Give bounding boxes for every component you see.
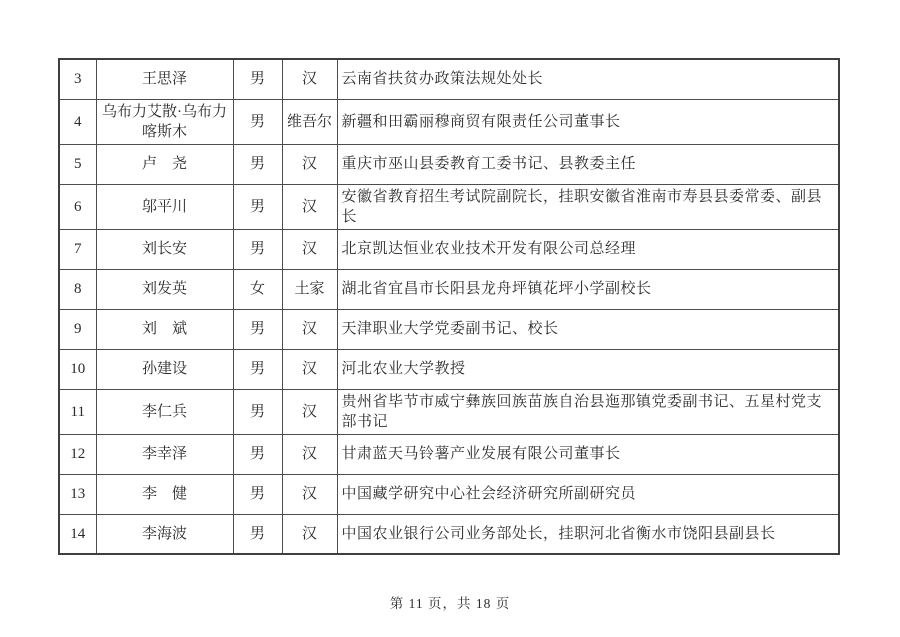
page-number-footer: 第 11 页，共 18 页 (389, 596, 511, 611)
table-row (59, 184, 839, 229)
cell-name: 邬平川 (96, 184, 233, 229)
cell-ethnicity: 汉 (282, 184, 337, 229)
cell-row-number: 4 (59, 99, 96, 144)
cell-name: 乌布力艾散·乌布力喀斯木 (96, 99, 233, 144)
cell-gender: 男 (233, 59, 282, 99)
cell-name: 李 健 (96, 474, 233, 514)
cell-gender: 男 (233, 99, 282, 144)
cell-row-number: 5 (59, 144, 96, 184)
cell-ethnicity: 维吾尔 (282, 99, 337, 144)
cell-gender: 女 (233, 269, 282, 309)
cell-row-number: 8 (59, 269, 96, 309)
cell-position: 湖北省宜昌市长阳县龙舟坪镇花坪小学副校长 (337, 269, 839, 309)
cell-ethnicity: 土家 (282, 269, 337, 309)
cell-position: 贵州省毕节市威宁彝族回族苗族自治县迤那镇党委副书记、五星村党支部书记 (337, 389, 839, 434)
table-row (59, 434, 839, 474)
cell-name: 刘 斌 (96, 309, 233, 349)
cell-gender: 男 (233, 514, 282, 554)
cell-position: 重庆市巫山县委教育工委书记、县教委主任 (337, 144, 839, 184)
cell-position: 中国农业银行公司业务部处长，挂职河北省衡水市饶阳县副县长 (337, 514, 839, 554)
cell-position: 北京凯达恒业农业技术开发有限公司总经理 (337, 229, 839, 269)
cell-gender: 男 (233, 144, 282, 184)
cell-ethnicity: 汉 (282, 514, 337, 554)
cell-gender: 男 (233, 349, 282, 389)
cell-position: 云南省扶贫办政策法规处处长 (337, 59, 839, 99)
cell-position: 河北农业大学教授 (337, 349, 839, 389)
table-row (59, 229, 839, 269)
table-row (59, 59, 839, 99)
cell-row-number: 11 (59, 389, 96, 434)
cell-name: 刘长安 (96, 229, 233, 269)
cell-name: 王思泽 (96, 59, 233, 99)
cell-name: 刘发英 (96, 269, 233, 309)
cell-row-number: 7 (59, 229, 96, 269)
cell-ethnicity: 汉 (282, 144, 337, 184)
roster-table (58, 58, 840, 555)
cell-ethnicity: 汉 (282, 229, 337, 269)
table-row (59, 269, 839, 309)
cell-position: 新疆和田霸丽穆商贸有限责任公司董事长 (337, 99, 839, 144)
cell-ethnicity: 汉 (282, 349, 337, 389)
table-row (59, 144, 839, 184)
cell-ethnicity: 汉 (282, 434, 337, 474)
cell-ethnicity: 汉 (282, 389, 337, 434)
cell-gender: 男 (233, 389, 282, 434)
cell-name: 李仁兵 (96, 389, 233, 434)
cell-row-number: 9 (59, 309, 96, 349)
cell-position: 甘肃蓝天马铃薯产业发展有限公司董事长 (337, 434, 839, 474)
cell-ethnicity: 汉 (282, 474, 337, 514)
cell-row-number: 13 (59, 474, 96, 514)
table-row (59, 349, 839, 389)
cell-name: 孙建设 (96, 349, 233, 389)
cell-ethnicity: 汉 (282, 309, 337, 349)
cell-name: 李海波 (96, 514, 233, 554)
cell-position: 中国藏学研究中心社会经济研究所副研究员 (337, 474, 839, 514)
roster-table-body (59, 59, 839, 554)
cell-row-number: 14 (59, 514, 96, 554)
cell-gender: 男 (233, 309, 282, 349)
cell-position: 安徽省教育招生考试院副院长，挂职安徽省淮南市寿县县委常委、副县长 (337, 184, 839, 229)
table-row (59, 389, 839, 434)
cell-gender: 男 (233, 434, 282, 474)
cell-name: 卢 尧 (96, 144, 233, 184)
cell-row-number: 12 (59, 434, 96, 474)
cell-name: 李幸泽 (96, 434, 233, 474)
cell-row-number: 3 (59, 59, 96, 99)
cell-gender: 男 (233, 229, 282, 269)
table-row (59, 309, 839, 349)
cell-row-number: 10 (59, 349, 96, 389)
table-row (59, 514, 839, 554)
table-row (59, 99, 839, 144)
cell-row-number: 6 (59, 184, 96, 229)
cell-position: 天津职业大学党委副书记、校长 (337, 309, 839, 349)
cell-gender: 男 (233, 184, 282, 229)
table-row (59, 474, 839, 514)
cell-ethnicity: 汉 (282, 59, 337, 99)
cell-gender: 男 (233, 474, 282, 514)
